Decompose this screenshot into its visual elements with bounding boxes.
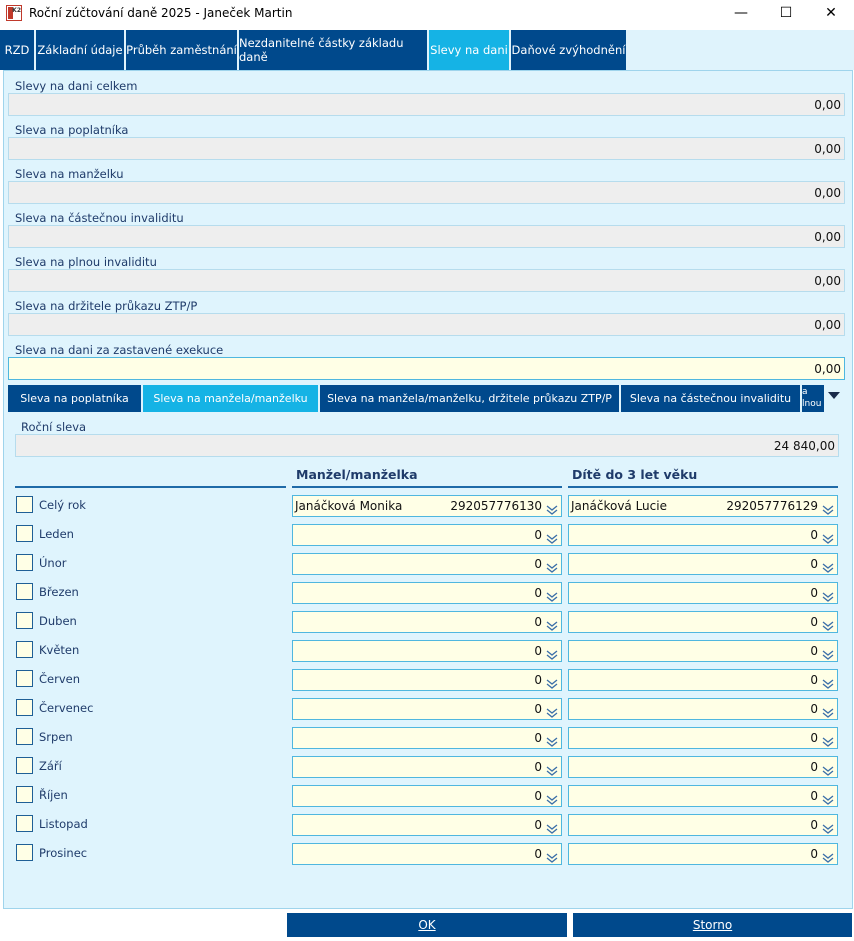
spouse-name: Janáčková Monika xyxy=(295,499,403,513)
field-label-sleva-exekuce: Sleva na dani za zastavené exekuce xyxy=(15,343,224,357)
double-chevron-down-icon[interactable] xyxy=(546,501,558,511)
field-label-sleva-plna-invalidita: Sleva na plnou invaliditu xyxy=(15,255,157,269)
double-chevron-down-icon[interactable] xyxy=(546,849,558,859)
field-sleva-manzelku: 0,00 xyxy=(8,181,845,204)
maximize-icon[interactable]: ☐ xyxy=(779,5,793,21)
double-chevron-down-icon[interactable] xyxy=(822,762,834,772)
row-label: Květen xyxy=(39,643,80,657)
spouse-value: 0 xyxy=(534,847,542,861)
subtab-sleva-manzela[interactable]: Sleva na manžela/manželku xyxy=(143,385,318,412)
column-header-child: Dítě do 3 let věku xyxy=(572,467,698,482)
child-select[interactable] xyxy=(568,785,838,807)
child-select[interactable] xyxy=(568,843,838,865)
checkbox[interactable] xyxy=(16,612,33,629)
app-logo-icon xyxy=(6,5,22,21)
field-label-sleva-poplatnika: Sleva na poplatníka xyxy=(15,123,129,137)
child-value: 0 xyxy=(810,760,818,774)
row-label: Červenec xyxy=(39,701,94,715)
double-chevron-down-icon[interactable] xyxy=(822,501,834,511)
spouse-value: 0 xyxy=(534,528,542,542)
subtab-sleva-poplatnika[interactable]: Sleva na poplatníka xyxy=(8,385,141,412)
tab-prubeh-zamestnani[interactable]: Průběh zaměstnání xyxy=(126,30,237,70)
child-name: Janáčková Lucie xyxy=(571,499,667,513)
child-select[interactable] xyxy=(568,582,838,604)
checkbox[interactable] xyxy=(16,583,33,600)
child-select[interactable] xyxy=(568,553,838,575)
main-tabbar xyxy=(0,30,854,70)
spouse-value: 0 xyxy=(534,586,542,600)
spouse-select[interactable] xyxy=(292,843,562,865)
row-label: Celý rok xyxy=(39,498,86,512)
checkbox[interactable] xyxy=(16,699,33,716)
chevron-down-icon[interactable] xyxy=(828,392,840,399)
row-label: Leden xyxy=(39,527,74,541)
double-chevron-down-icon[interactable] xyxy=(546,704,558,714)
child-select[interactable] xyxy=(568,495,838,517)
child-value: 0 xyxy=(810,847,818,861)
tab-zakladni-udaje[interactable]: Základní údaje xyxy=(36,30,124,70)
ok-button[interactable]: OK xyxy=(287,913,567,937)
double-chevron-down-icon[interactable] xyxy=(822,704,834,714)
field-label-slevy-celkem: Slevy na dani celkem xyxy=(15,79,138,93)
field-sleva-plna-invalidita: 0,00 xyxy=(8,269,845,292)
spouse-value: 0 xyxy=(534,557,542,571)
field-sleva-exekuce[interactable]: 0,00 xyxy=(8,357,845,380)
sub-tabbar xyxy=(8,385,853,412)
row-label: Září xyxy=(39,759,62,773)
child-value: 0 xyxy=(810,557,818,571)
checkbox[interactable] xyxy=(16,786,33,803)
double-chevron-down-icon[interactable] xyxy=(546,559,558,569)
checkbox[interactable] xyxy=(16,757,33,774)
checkbox[interactable] xyxy=(16,815,33,832)
child-value: 0 xyxy=(810,789,818,803)
row-label: Duben xyxy=(39,614,77,628)
spouse-value: 0 xyxy=(534,760,542,774)
double-chevron-down-icon[interactable] xyxy=(822,617,834,627)
spouse-select[interactable] xyxy=(292,727,562,749)
checkbox[interactable] xyxy=(16,525,33,542)
double-chevron-down-icon[interactable] xyxy=(546,646,558,656)
subtab-sleva-manzela-ztpp[interactable]: Sleva na manžela/manželku, držitele průkazu ZTP/P xyxy=(320,385,619,412)
spouse-select[interactable] xyxy=(292,553,562,575)
child-select[interactable] xyxy=(568,640,838,662)
double-chevron-down-icon[interactable] xyxy=(546,820,558,830)
double-chevron-down-icon[interactable] xyxy=(822,675,834,685)
field-label-sleva-castecna-invalidita: Sleva na částečnou invaliditu xyxy=(15,211,184,225)
subtab-sleva-castecna-invalidita[interactable]: Sleva na částečnou invaliditu xyxy=(621,385,800,412)
spouse-value: 0 xyxy=(534,702,542,716)
checkbox[interactable] xyxy=(16,641,33,658)
double-chevron-down-icon[interactable] xyxy=(546,530,558,540)
row-label: Srpen xyxy=(39,730,73,744)
child-select[interactable] xyxy=(568,698,838,720)
double-chevron-down-icon[interactable] xyxy=(822,791,834,801)
double-chevron-down-icon[interactable] xyxy=(822,646,834,656)
field-sleva-castecna-invalidita: 0,00 xyxy=(8,225,845,248)
checkbox[interactable] xyxy=(16,670,33,687)
double-chevron-down-icon[interactable] xyxy=(546,791,558,801)
checkbox[interactable] xyxy=(16,554,33,571)
checkbox[interactable] xyxy=(16,496,33,513)
row-label: Prosinec xyxy=(39,846,88,860)
window-title: Roční zúčtování daně 2025 - Janeček Martin xyxy=(29,6,293,20)
column-divider-spouse xyxy=(292,486,562,488)
annual-value: 24 840,00 xyxy=(15,434,839,457)
spouse-select[interactable] xyxy=(292,785,562,807)
spouse-value: 0 xyxy=(534,615,542,629)
minimize-icon[interactable]: — xyxy=(734,5,748,21)
double-chevron-down-icon[interactable] xyxy=(546,617,558,627)
spouse-select[interactable] xyxy=(292,611,562,633)
spouse-value: 0 xyxy=(534,644,542,658)
column-header-spouse: Manžel/manželka xyxy=(296,467,418,482)
child-value: 0 xyxy=(810,731,818,745)
field-label-sleva-manzelku: Sleva na manželku xyxy=(15,167,124,181)
child-value: 0 xyxy=(810,586,818,600)
spouse-select[interactable] xyxy=(292,814,562,836)
double-chevron-down-icon[interactable] xyxy=(546,733,558,743)
double-chevron-down-icon[interactable] xyxy=(822,849,834,859)
child-select[interactable] xyxy=(568,669,838,691)
checkbox[interactable] xyxy=(16,728,33,745)
spouse-select[interactable] xyxy=(292,524,562,546)
column-divider-left xyxy=(15,486,286,488)
child-value: 0 xyxy=(810,644,818,658)
spouse-select[interactable] xyxy=(292,640,562,662)
column-divider-child xyxy=(568,486,838,488)
tab-danove-zvyhodneni[interactable]: Daňové zvýhodnění xyxy=(511,30,626,70)
child-value: 0 xyxy=(810,673,818,687)
row-label: Červen xyxy=(39,672,81,686)
row-label: Říjen xyxy=(39,788,68,802)
double-chevron-down-icon[interactable] xyxy=(822,530,834,540)
spouse-value: 0 xyxy=(534,789,542,803)
spouse-value: 0 xyxy=(534,673,542,687)
spouse-select[interactable] xyxy=(292,698,562,720)
field-sleva-poplatnika: 0,00 xyxy=(8,137,845,160)
spouse-select[interactable] xyxy=(292,495,562,517)
spouse-value: 0 xyxy=(534,731,542,745)
child-select[interactable] xyxy=(568,611,838,633)
tab-nezdanitelne-castky[interactable]: Nezdanitelné částky základu daně xyxy=(239,30,427,70)
child-select[interactable] xyxy=(568,814,838,836)
row-label: Listopad xyxy=(39,817,88,831)
double-chevron-down-icon[interactable] xyxy=(822,820,834,830)
field-sleva-ztpp: 0,00 xyxy=(8,313,845,336)
spouse-select[interactable] xyxy=(292,756,562,778)
double-chevron-down-icon[interactable] xyxy=(822,733,834,743)
row-label: Březen xyxy=(39,585,79,599)
close-icon[interactable]: ✕ xyxy=(825,5,837,21)
child-select[interactable] xyxy=(568,524,838,546)
child-value: 292057776129 xyxy=(726,499,818,513)
double-chevron-down-icon[interactable] xyxy=(822,559,834,569)
double-chevron-down-icon[interactable] xyxy=(822,588,834,598)
field-slevy-celkem: 0,00 xyxy=(8,93,845,116)
child-select[interactable] xyxy=(568,727,838,749)
spouse-select[interactable] xyxy=(292,582,562,604)
child-value: 0 xyxy=(810,818,818,832)
subtab-sleva-plna-invalidita[interactable]: a lnou xyxy=(802,385,824,412)
child-value: 0 xyxy=(810,615,818,629)
child-select[interactable] xyxy=(568,756,838,778)
tab-rzd[interactable]: RZD xyxy=(0,30,34,70)
spouse-value: 292057776130 xyxy=(450,499,542,513)
title-bar xyxy=(0,0,854,26)
spouse-select[interactable] xyxy=(292,669,562,691)
tab-slevy-na-dani[interactable]: Slevy na dani xyxy=(429,30,509,70)
child-value: 0 xyxy=(810,528,818,542)
spouse-value: 0 xyxy=(534,818,542,832)
row-label: Únor xyxy=(39,556,67,570)
checkbox[interactable] xyxy=(16,844,33,861)
double-chevron-down-icon[interactable] xyxy=(546,762,558,772)
double-chevron-down-icon[interactable] xyxy=(546,588,558,598)
annual-label: Roční sleva xyxy=(21,420,87,434)
child-value: 0 xyxy=(810,702,818,716)
field-label-sleva-ztpp: Sleva na držitele průkazu ZTP/P xyxy=(15,299,198,313)
storno-button[interactable]: Storno xyxy=(573,913,852,937)
double-chevron-down-icon[interactable] xyxy=(546,675,558,685)
